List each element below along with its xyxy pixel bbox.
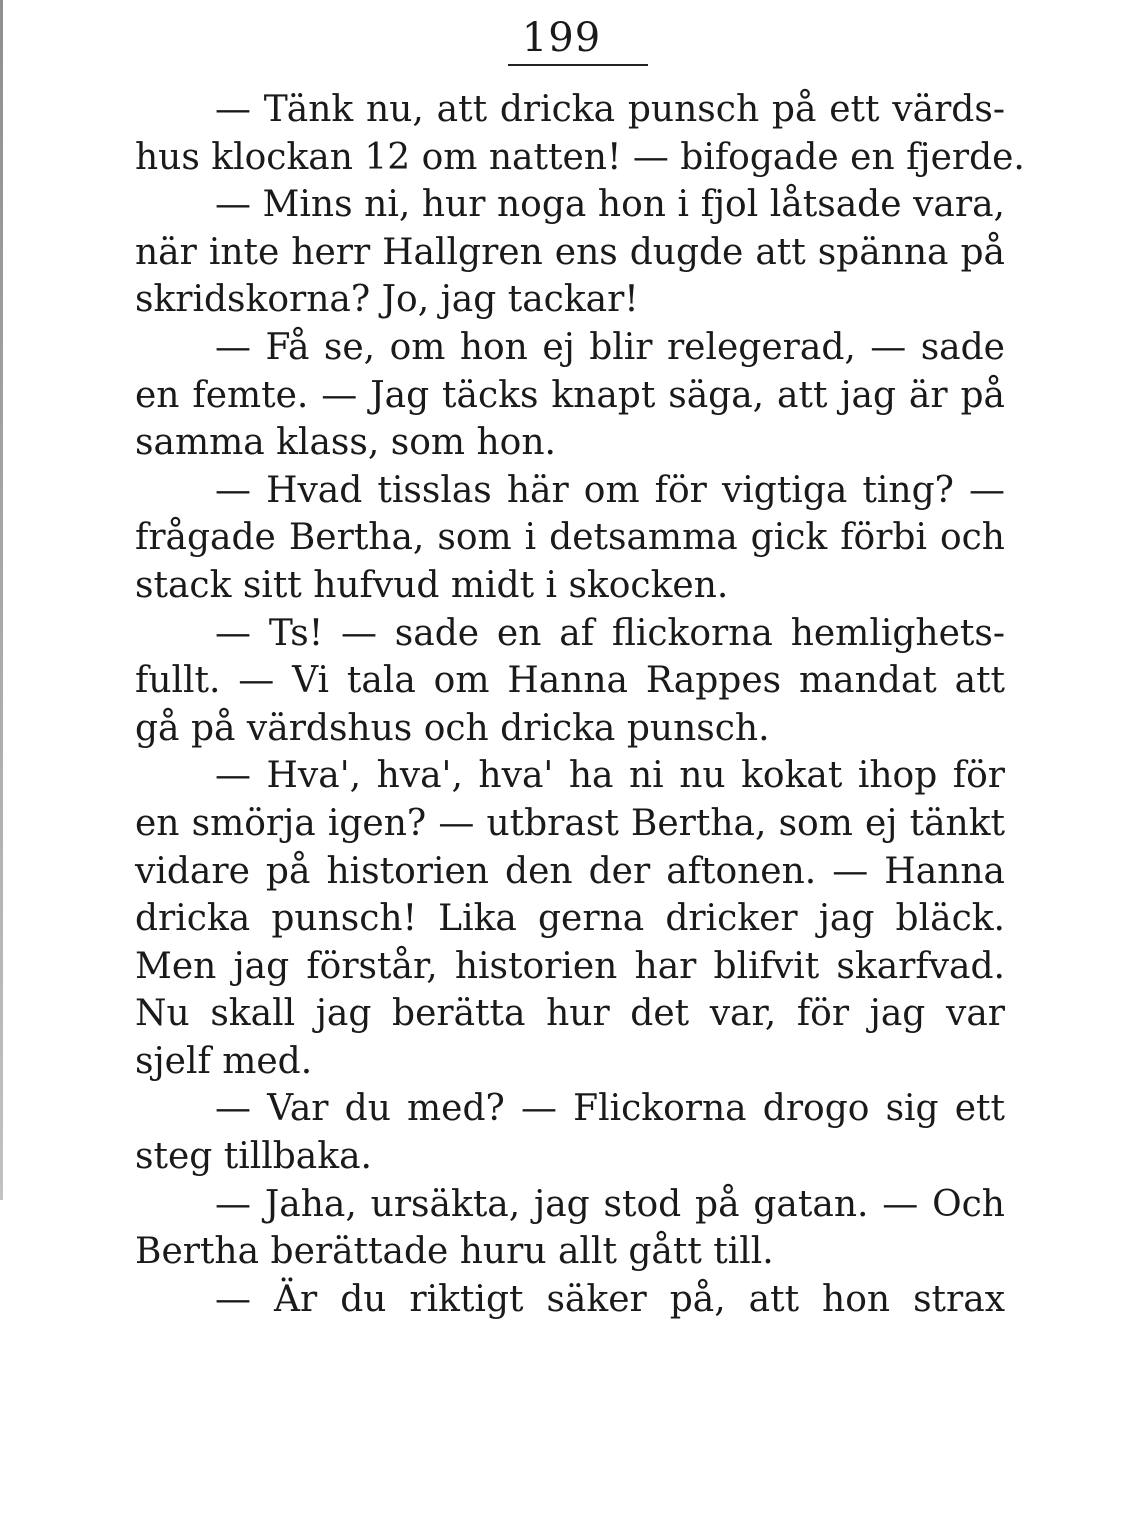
text-line: — Mins ni, hur noga hon i fjol låtsade vara, [215,184,1005,226]
text-line: — Hvad tisslas här om för vigtiga ting? — [215,469,1005,511]
text-line: fullt. — Vi tala om Hanna Rappes mandat att [135,660,1005,702]
text-line: frågade Bertha, som i detsamma gick förbi och [135,517,1005,559]
text-line: när inte herr Hallgren ens dugde att spänna på [135,231,1005,273]
page-number: 199 [521,15,602,61]
text-line: Bertha berättade huru allt gått till. [135,1231,774,1273]
text-line: — Ts! — sade en af flickorna hemlighets- [215,612,1005,654]
text-line: vidare på historien den der aftonen. — Hanna [135,850,1005,892]
text-line: samma klass, som hon. [135,422,556,464]
text-line: — Jaha, ursäkta, jag stod på gatan. — Och [215,1183,1005,1225]
text-line: — Är du riktigt säker på, att hon strax [215,1278,1005,1320]
text-line: gå på värdshus och dricka punsch. [135,707,770,749]
body-text [135,86,1025,1323]
text-line: Nu skall jag berätta hur det var, för jag var [135,993,1005,1035]
text-line: sjelf med. [135,1040,313,1082]
text-line: steg tillbaka. [135,1136,372,1178]
page-number-rule [508,64,648,66]
text-line: hus klockan 12 om natten! — bifogade en fjerde. [135,136,1025,178]
text-line: — Tänk nu, att dricka punsch på ett värds- [215,89,1005,130]
text-line: skridskorna? Jo, jag tackar! [135,279,639,321]
text-line: Men jag förstår, historien har blifvit skarfvad. [135,945,1005,987]
text-line: en femte. — Jag täcks knapt säga, att jag är på [135,374,1005,416]
text-line: stack sitt hufvud midt i skocken. [135,564,729,606]
text-line: — Var du med? — Flickorna drogo sig ett [215,1088,1005,1130]
text-line: dricka punsch! Lika gerna dricker jag bläck. [135,898,1005,940]
text-line: en smörja igen? — utbrast Bertha, som ej tänkt [135,802,1005,844]
text-line: — Hva', hva', hva' ha ni nu kokat ihop för [215,755,1005,797]
scan-edge-shadow [0,0,3,1200]
text-line: — Få se, om hon ej blir relegerad, — sade [215,326,1005,368]
